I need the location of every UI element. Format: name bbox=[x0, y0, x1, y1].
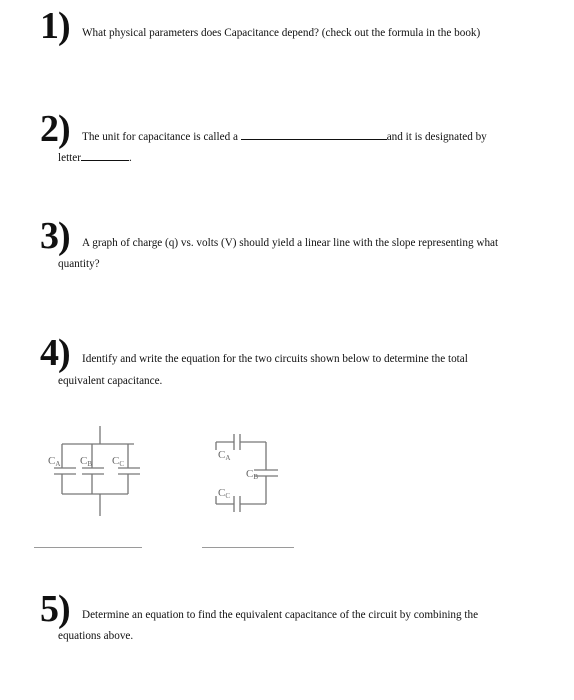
question-text-part: and it is designated by bbox=[386, 131, 487, 143]
question-text-line2: quantity? bbox=[58, 258, 100, 270]
question-number: 3) bbox=[40, 215, 70, 257]
label-cb-2: CB bbox=[246, 468, 259, 481]
question-number: 2) bbox=[40, 108, 70, 150]
label-cc: CC bbox=[112, 455, 125, 468]
parallel-circuit-diagram bbox=[42, 422, 152, 522]
answer-blank-letter[interactable] bbox=[81, 150, 129, 161]
combination-circuit-diagram bbox=[208, 430, 298, 520]
question-number: 1) bbox=[40, 5, 70, 47]
label-ca-2: CA bbox=[218, 449, 231, 462]
question-text-line1 bbox=[82, 129, 487, 144]
question-text-line1: A graph of charge (q) vs. volts (V) should yield a linear line with the slope representing what bbox=[82, 237, 499, 249]
question-text: What physical parameters does Capacitance depend? (check out the formula in the book) bbox=[82, 27, 481, 39]
question-text-part: letter bbox=[58, 152, 81, 164]
question-text-line2 bbox=[58, 150, 132, 165]
question-number: 5) bbox=[40, 588, 70, 630]
label-cb: CB bbox=[80, 455, 93, 468]
question-text-line1: Determine an equation to find the equivalent capacitance of the circuit by combining the bbox=[82, 609, 479, 621]
answer-blank-unit[interactable] bbox=[241, 129, 387, 140]
label-cc-2: CC bbox=[218, 487, 231, 500]
answer-line-combination[interactable] bbox=[202, 547, 294, 548]
question-text-line1: Identify and write the equation for the two circuits shown below to determine the total bbox=[82, 353, 468, 365]
question-text-line2: equivalent capacitance. bbox=[58, 375, 163, 387]
answer-line-parallel[interactable] bbox=[34, 547, 142, 548]
question-text-part: . bbox=[128, 152, 132, 164]
question-text-line2: equations above. bbox=[58, 630, 134, 642]
label-ca: CA bbox=[48, 455, 61, 468]
question-number: 4) bbox=[40, 332, 70, 374]
question-text-part: The unit for capacitance is called a bbox=[82, 131, 241, 143]
